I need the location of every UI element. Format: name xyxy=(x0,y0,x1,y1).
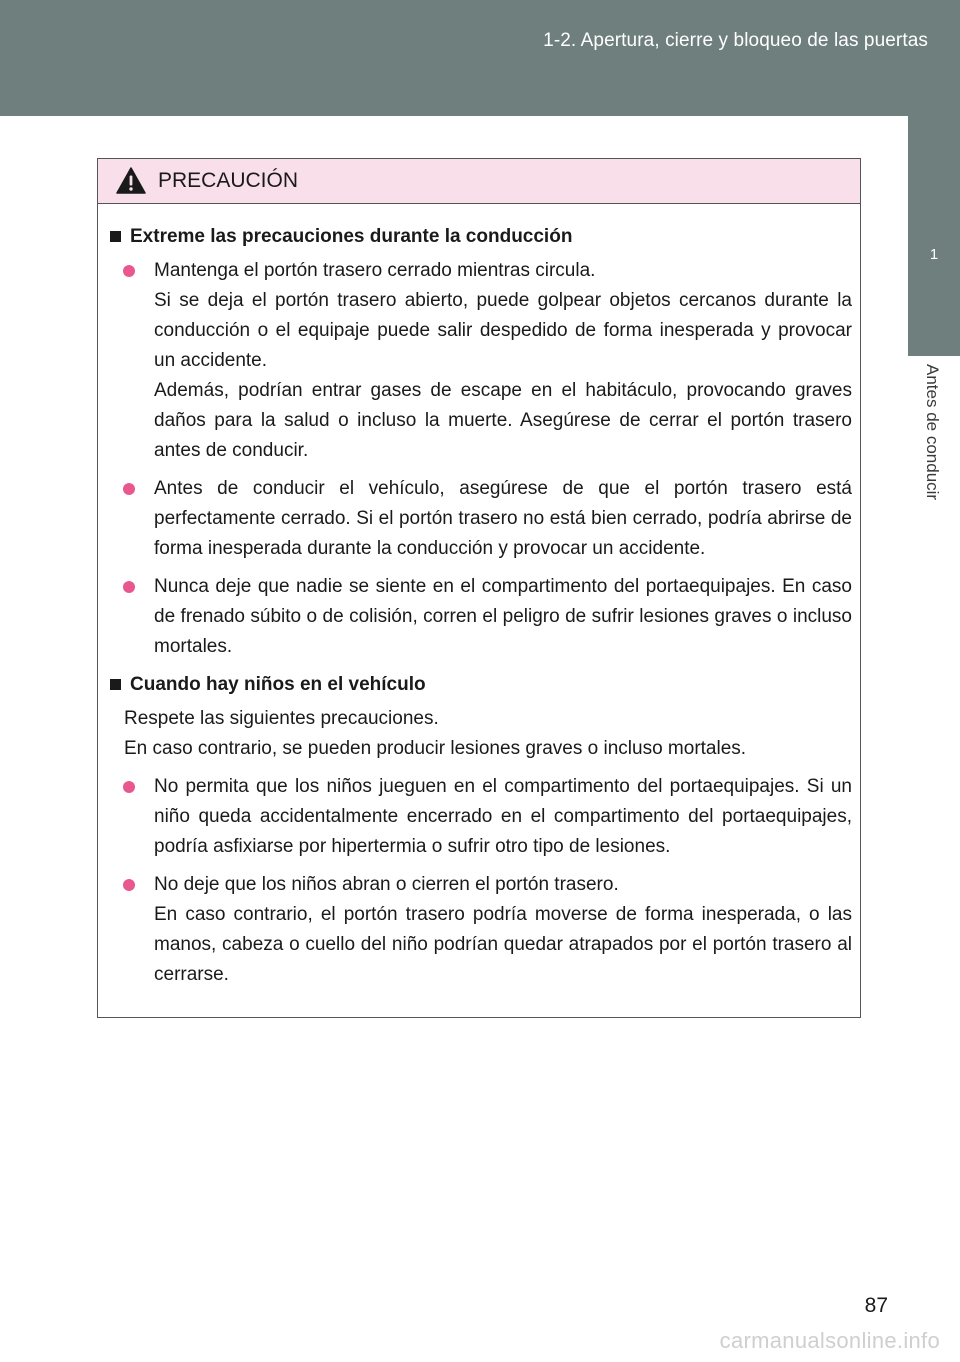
caution-box xyxy=(97,158,861,1018)
section-heading: Extreme las precauciones durante la conducción xyxy=(108,222,852,252)
caution-header xyxy=(98,159,860,204)
square-bullet-icon xyxy=(110,679,121,690)
square-bullet-icon xyxy=(110,231,121,242)
dot-bullet-icon xyxy=(123,879,135,891)
bullet-text: Si se deja el portón trasero abierto, puede golpear objetos cercanos durante la conducción o el equipaje puede salir despedido de forma inesperada y provocar un accidente. xyxy=(154,290,852,371)
bullet-text: Además, podrían entrar gases de escape en el habitáculo, provocando graves daños para la salud o incluso la muerte. Asegúrese de cerrar el portón trasero antes de conducir. xyxy=(154,380,852,461)
caution-body xyxy=(98,204,860,990)
section-title: 1-2. Apertura, cierre y bloqueo de las puertas xyxy=(543,30,928,51)
bullet-item xyxy=(118,870,852,990)
dot-bullet-icon xyxy=(123,781,135,793)
dot-bullet-icon xyxy=(123,581,135,593)
bullet-item xyxy=(118,474,852,564)
bullet-item xyxy=(118,772,852,862)
bullet-item xyxy=(118,256,852,466)
bullet-text: Mantenga el portón trasero cerrado mientras circula. xyxy=(154,260,596,281)
chapter-label: Antes de conducir xyxy=(923,364,942,501)
dot-bullet-icon xyxy=(123,265,135,277)
dot-bullet-icon xyxy=(123,483,135,495)
bullet-text: Antes de conducir el vehículo, asegúrese de que el portón trasero está perfectamente cerrado. Si el portón trasero no está bien cerrado, podría abrirse de forma inesperada durante la conducción y provocar un accidente. xyxy=(154,478,852,559)
bullet-text: En caso contrario, el portón trasero podría moverse de forma inesperada, o las manos, cabeza o cuello del niño podrían quedar atrapados por el portón trasero al cerrarse. xyxy=(154,904,852,985)
section-intro xyxy=(124,704,852,764)
bullet-text: No permita que los niños jueguen en el compartimento del portaequipajes. Si un niño queda accidentalmente encerrado en el compartimento del portaequipajes, podría asfixiarse por hipertermia o sufrir otro tipo de lesiones. xyxy=(154,776,852,857)
intro-text: Respete las siguientes precauciones. xyxy=(124,708,439,729)
chapter-label-area xyxy=(908,356,960,546)
intro-text: En caso contrario, se pueden producir lesiones graves o incluso mortales. xyxy=(124,738,747,759)
chapter-number: 1 xyxy=(929,246,939,263)
section-heading: Cuando hay niños en el vehículo xyxy=(108,670,852,700)
header-band xyxy=(0,0,960,116)
warning-triangle-icon xyxy=(116,167,146,194)
bullet-item xyxy=(118,572,852,662)
watermark: carmanualsonline.info xyxy=(719,1328,940,1353)
bullet-text: No deje que los niños abran o cierren el portón trasero. xyxy=(154,874,619,895)
caution-title: PRECAUCIÓN xyxy=(158,169,299,192)
bullet-text: Nunca deje que nadie se siente en el compartimento del portaequipajes. En caso de frenado súbito o de colisión, corren el peligro de sufrir lesiones graves o incluso mortales. xyxy=(154,576,852,657)
page-number: 87 xyxy=(864,1294,888,1317)
chapter-tab xyxy=(908,116,960,356)
